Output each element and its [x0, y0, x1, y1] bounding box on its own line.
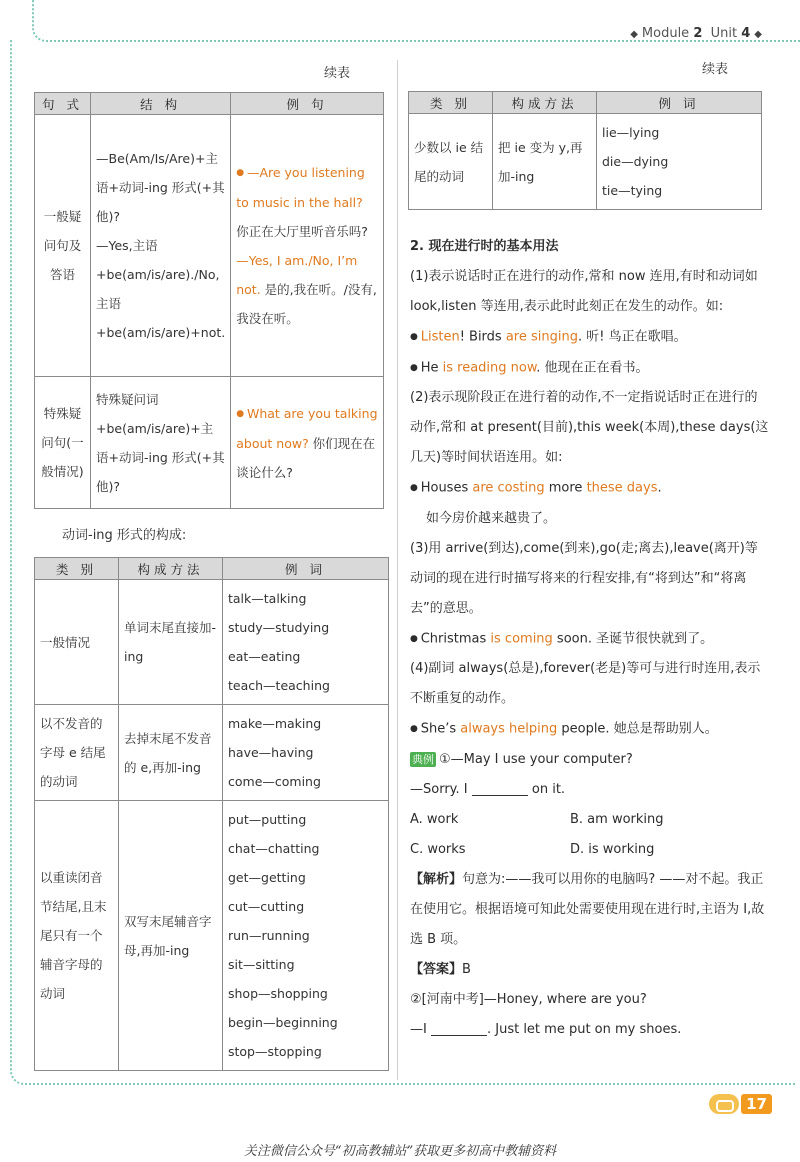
- word-pair: have—having: [228, 745, 314, 760]
- pattern-structure: [91, 115, 231, 377]
- example-en: ● —Are you listening to music in the hall?: [236, 165, 365, 210]
- answer-blank: [472, 782, 528, 796]
- table-row: [35, 377, 384, 509]
- method-cell: 去掉末尾不发音的 e,再加-ing: [119, 705, 223, 801]
- col-header: 类 别: [409, 92, 493, 114]
- continued-label-right: 续表: [702, 62, 729, 77]
- pattern-example: [231, 377, 384, 509]
- structure-line: —Yes,主语+be(am/is/are)./No,主语+be(am/is/are)+not.: [96, 238, 226, 340]
- example-zh: 你正在大厅里听音乐吗?: [236, 224, 368, 239]
- option-b: B. am working: [570, 811, 664, 827]
- word-pair: stop—stopping: [228, 1044, 322, 1059]
- answer-blank: [431, 1022, 487, 1036]
- col-header: 例 词: [597, 92, 762, 114]
- question-2-line-2: —I . Just let me put on my shoes.: [410, 1021, 682, 1037]
- section-heading: 2. 现在进行时的基本用法: [410, 239, 559, 254]
- col-header: 例 句: [231, 93, 384, 115]
- word-pair: make—making: [228, 716, 322, 731]
- continued-label-left: 续表: [324, 66, 351, 81]
- category-cell: 以重读闭音节结尾,且末尾只有一个辅音字母的动词: [35, 801, 119, 1071]
- pattern-structure: [91, 377, 231, 509]
- question-1: 典例 ①—May I use your computer?: [412, 751, 633, 767]
- option-c: C. works: [410, 841, 466, 857]
- example-sentence: ● She’s always helping people. 她总是帮助别人。: [410, 714, 770, 745]
- footer-note: 关注微信公众号“初高教辅站”获取更多初高中教辅资料: [243, 1144, 557, 1159]
- col-header: 构成方法: [119, 558, 223, 580]
- table-row: [409, 114, 762, 210]
- table-row: [35, 705, 389, 801]
- ing-form-title: 动词-ing 形式的构成:: [62, 528, 187, 543]
- example-sentence: ● He is reading now. 他现在正在看书。: [410, 353, 770, 384]
- option-a: A. work: [410, 811, 459, 827]
- example-en: —Yes, I am./No, I’m not.: [236, 253, 358, 297]
- word-pair: begin—beginning: [228, 1015, 338, 1030]
- option-d: D. is working: [570, 841, 655, 857]
- words-cell: [597, 114, 762, 210]
- question-1-line-2: —Sorry. I on it.: [410, 781, 566, 797]
- word-pair: study—studying: [228, 620, 330, 635]
- pattern-type: 一般疑问句及答语: [35, 115, 91, 377]
- word-pair: tie—tying: [602, 183, 663, 198]
- table-row: [35, 580, 389, 705]
- ing-formation-table-continued: [408, 91, 762, 210]
- example-zh: 你们现在在谈论什么?: [236, 435, 376, 480]
- usage-paragraph: (2)表示现阶段正在进行着的动作,不一定指说话时正在进行的动作,常和 at present(目前),this week(本周),these days(这几天)等时间状语连用。如:: [410, 390, 769, 465]
- page-number: 17: [741, 1094, 772, 1114]
- usage-section: [410, 232, 770, 1045]
- word-pair: run—running: [228, 928, 310, 943]
- structure-line: —Be(Am/Is/Are)+主语+动词-ing 形式(+其他)?: [96, 151, 225, 224]
- example-zh: 是的,我在听。/没有,我没在听。: [236, 282, 377, 326]
- col-header: 句 式: [35, 93, 91, 115]
- col-header: 类 别: [35, 558, 119, 580]
- example-sentence: ● Christmas is coming soon. 圣诞节很快就到了。: [410, 624, 770, 655]
- table-header-row: [35, 558, 389, 580]
- word-pair: die—dying: [602, 154, 669, 169]
- word-pair: talk—talking: [228, 591, 307, 606]
- col-header: 结 构: [91, 93, 231, 115]
- book-icon: [709, 1094, 739, 1114]
- example-sentence: ● Listen! Birds are singing. 听! 鸟正在歌唱。: [410, 322, 770, 353]
- table-header-row: [409, 92, 762, 114]
- sentence-pattern-table: [34, 92, 384, 509]
- table-header-row: [35, 93, 384, 115]
- pattern-example: [231, 115, 384, 377]
- example-tag: 典例: [412, 752, 434, 766]
- method-cell: 双写末尾辅音字母,再加-ing: [119, 801, 223, 1071]
- answer: 【答案】B: [410, 961, 471, 977]
- table-row: [35, 115, 384, 377]
- word-pair: get—getting: [228, 870, 306, 885]
- structure-line: 特殊疑问词+be(am/is/are)+主语+动词-ing 形式(+其他)?: [96, 391, 225, 494]
- example-sentence: ● Houses are costing more these days.: [410, 473, 770, 504]
- table-row: [35, 801, 389, 1071]
- col-header: 构成方法: [493, 92, 597, 114]
- words-cell: [223, 801, 389, 1071]
- word-pair: chat—chatting: [228, 841, 320, 856]
- word-pair: come—coming: [228, 774, 321, 789]
- example-translation: 如今房价越来越贵了。: [426, 510, 557, 526]
- col-header: 例 词: [223, 558, 389, 580]
- analysis: 【解析】句意为:——我可以用你的电脑吗? ——对不起。我正在使用它。根据语境可知此处需要使用现在进行时,主语为 I,故选 B 项。: [410, 871, 765, 947]
- words-cell: [223, 705, 389, 801]
- words-cell: [223, 580, 389, 705]
- word-pair: shop—shopping: [228, 986, 328, 1001]
- usage-paragraph: (1)表示说话时正在进行的动作,常和 now 连用,有时和动词如 look,listen 等连用,表示此时此刻正在发生的动作。如:: [410, 269, 758, 314]
- module-unit-label: ◆ Module 2 Unit 4 ◆: [630, 26, 762, 41]
- word-pair: teach—teaching: [228, 678, 330, 693]
- options-row: [410, 835, 770, 865]
- word-pair: eat—eating: [228, 649, 301, 664]
- pattern-type: 特殊疑问句(一般情况): [35, 377, 91, 509]
- method-cell: 把 ie 变为 y,再加-ing: [493, 114, 597, 210]
- column-divider: [397, 60, 398, 1080]
- category-cell: 一般情况: [35, 580, 119, 705]
- category-cell: 以不发音的字母 e 结尾的动词: [35, 705, 119, 801]
- options-row: [410, 805, 770, 835]
- word-pair: cut—cutting: [228, 899, 305, 914]
- method-cell: 单词末尾直接加-ing: [119, 580, 223, 705]
- question-2: ②[河南中考]—Honey, where are you?: [410, 991, 647, 1007]
- word-pair: sit—sitting: [228, 957, 295, 972]
- category-cell: 少数以 ie 结尾的动词: [409, 114, 493, 210]
- ing-formation-table: [34, 557, 389, 1071]
- usage-paragraph: (3)用 arrive(到达),come(到来),go(走;离去),leave(离开)等动词的现在进行时描写将来的行程安排,有“将到达”和“将离去”的意思。: [410, 540, 758, 616]
- page-number-badge: [709, 1094, 772, 1114]
- example-en: ● What are you talking about now?: [236, 406, 377, 451]
- word-pair: put—putting: [228, 812, 307, 827]
- usage-paragraph: (4)副词 always(总是),forever(老是)等可与进行时连用,表示不断重复的动作。: [410, 661, 761, 706]
- word-pair: lie—lying: [602, 125, 660, 140]
